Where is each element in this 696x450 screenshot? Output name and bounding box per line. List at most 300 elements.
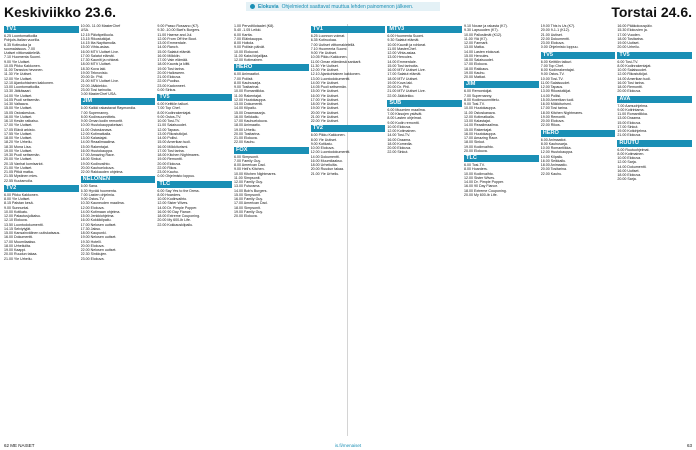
program-entry: 12.00 Huutokauppa. [234,97,267,102]
program-entry: 16.00 MTV Uutiset Live. [80,49,120,54]
program-entry: 21.00 Elokuva. [617,133,642,138]
program-entry: 20.00 Tositarina. [234,131,261,136]
program-entry: 6.00 Say Yes to the Dress. [157,188,200,193]
program-entry: 12.00 Sarja. [617,160,637,165]
program-entry: 10.30 Kauneuden maailma. [80,201,125,206]
program-entry: 7.00 Kissojen ystävät. [387,112,423,116]
program-entry: 8.00 Kauhusarja. [540,141,568,146]
program-entry: 20.00 Halloween. [157,70,186,75]
program-entry: 15.00 Rakentajat. [464,127,493,132]
program-entry: 21.00 Elokuva. [234,136,258,140]
program-entry: 20.00 Yle Uutiset. [4,157,33,162]
program-entry: 15.05 Ostoskeskus. [4,110,36,115]
program-entry: 11.00 Simpsonit. [234,175,261,180]
program-entry: 12.00 Family Guy. [234,180,263,184]
program-entry: 18.00 Kitchen Nightmares. [540,110,584,115]
program-entry: 20.00 My 600-lb Life. [157,218,191,223]
program-entry: 19.00 This is Us (K7). [540,24,576,28]
channel-header: SUB [387,100,462,107]
program-entry: 18.00 Urheiluilta. [310,163,338,167]
program-entry: 16.00 Family Guy. [234,197,263,201]
program-entry: 7.00 Family Guy. [234,158,261,163]
program-entry: 13.00 Matka. [464,45,485,50]
channel-header: HERO [234,64,309,71]
program-entry: 9.00 Ostos-TV. [157,114,182,119]
program-entry: 9.00 Kotirintama. [617,107,645,112]
program-entry: 11.00 MasterChef. [387,46,417,51]
program-entry: 0.00 Ohjelmisto loppuu. [157,174,196,179]
program-entry: 16.00 Mökkiturismi. [157,144,189,149]
listing-column [311,24,386,434]
program-entry: 16.00 Kokkikilpailu. [80,218,112,223]
program-entry: 18.00 Sinkut. [80,157,102,162]
program-entry: 12.00 From Off the Boot. [157,36,197,41]
program-entry: 9.00 Poliisin päivät. [234,45,265,50]
program-entry: 16.00 90 Day Fiance. [157,209,192,214]
program-entry: 22.00 Jääkiekko. [80,83,108,88]
program-entry: 16.00 MTV Uutiset Live. [387,68,426,72]
program-entry: 10.00 Kitchen Nightmares. [234,171,277,176]
program-entry: 6.25 Luontomatkoilla [4,34,38,38]
listing-column [387,24,462,434]
program-entry: 10.00 Elokuvat. [234,49,259,54]
program-entry: 16.00 Seikkailu. [234,114,260,119]
program-entry: 14.00 Ranch. [157,45,179,50]
program-entry: 16.00 Dokumentti. [4,235,34,240]
program-entry: 7.00 Top Chef. [540,63,565,68]
notice-pill [246,2,440,11]
program-entry: 10.00 Kodinvaihto. [464,171,494,176]
channel-header: TV1 [311,26,386,33]
program-entry: 6.25 Luonnon voimat. [310,34,346,38]
program-entry: 19.00 Yle Uutiset. [310,106,339,111]
program-entry: 15.00 Draamasarja. [234,110,266,115]
program-entry: 12.00 Sister Wives. [157,201,189,206]
program-entry: 20.00 Elokuva. [617,89,642,94]
program-entry: 8.00 Hoitola. [234,41,255,45]
program-entry: 21.00 MTV Uutiset Live. [387,89,426,94]
program-entry: 12.00 Huutokauppa. [540,150,574,155]
program-entry: 9.00 Sunnuntai. [4,205,30,210]
program-entry: 17.00 Yle Uutiset. [310,97,339,102]
program-entry: 13.30 Jätkäsaari. [4,89,32,94]
channel-header: JIM [81,98,156,105]
program-entry: 17.00 Elokuva. [464,62,488,67]
program-entry: 19.00 Kodinvaihto. [80,161,111,166]
program-entry: 14.00 Poliisi. [157,136,178,140]
program-entry: 14.15 Ilta Nayttamolla. [80,41,117,45]
program-entry: 18.00 Animaatio. [234,123,261,128]
program-entry: 19.00 Nelosen uutiset. [80,235,117,240]
program-entry: 16.00 Uutiset. [617,168,640,173]
program-entry: 19.00 Teknovisio. [80,70,109,75]
program-entry: 17.00 Nelosen uutiset. [80,222,117,227]
program-entry: 15.00 Amerikan tuoli. [157,140,191,145]
program-entry: 15.00 Rakentajat. [80,144,109,149]
program-entry: 22.00 Yle Uutiset. [310,119,339,123]
program-entry: 6.00 Ruutuohjelmat. [617,147,650,152]
program-entry: 22.00 Sinkut. [387,150,409,155]
program-entry: 14.00 Yle Uutiset. [4,93,33,98]
program-entry: 10.00 Huutokauppakeisari. [80,123,124,128]
program-entry: 19.00 Kotiohjelma. [617,129,648,133]
program-entry: 23.00 Elokuva. [540,41,565,45]
program-entry: 21.00 Uutiset. [540,32,563,37]
program-entry: 6.00 Animaatiot. [234,72,260,77]
program-entry: 9.00 Kotikatu. [310,141,333,146]
program-entry: 13.00 Draama. [617,116,642,121]
program-entry: 8.00 Lasten ohjelmat. [387,116,422,121]
program-entry: 20.00 Elokuva. [157,161,182,166]
program-entry: 13.00 Futurama. [234,184,261,189]
program-entry: 12.00 Kotimainen. [234,58,263,62]
program-entry: 18.00 Extreme Couponing. [464,188,507,193]
program-entry: 8.00 Hoarders. [464,167,488,172]
program-entry: 12.00 Rikostutkijat. [617,72,648,77]
channel-header: HERO [541,130,616,137]
program-entry: 9.00 Tositarinat. [234,85,260,89]
program-entry: 9.30 Lapsuuden (K7). [464,28,499,33]
program-entry: 16.00 Tosi tarina. [617,80,645,85]
program-entry: 12.00 Kotimatkalla. [80,131,112,136]
program-entry: 18.30 Kova laki. [80,66,107,71]
program-entry: 10.00 Romantiikka. [540,146,572,150]
program-entry: 9.00 Yle Uutiset. [310,51,337,55]
program-entry: 20.00 Sarja. [617,177,637,182]
program-entry: 17.00 Tosi tarina. [157,148,185,153]
program-entry: 17.05 Elävä arkisto. [4,127,36,132]
program-entry: 19.00 Kodinvaihto. [464,144,494,149]
program-entry: 13.00 Hercules. [387,55,413,60]
program-entry: 10.05 Pikku Kakkonen. [4,63,41,68]
program-entry: 13.15 Rikostutkijat. [80,36,112,41]
program-entry: 7.00 Aamuohjelma. [617,103,649,108]
program-entry: 9.10 Nouse ja rakasta (K7). [464,24,508,28]
listing-column [464,24,539,434]
program-entry: Uutiset viittomakielellä. [4,51,41,55]
program-entry: 11.30 Yle Uutiset. [310,63,339,68]
program-entry: 9.30 -10.00 Bart's Burgers. [157,28,201,33]
listing-column [617,24,692,434]
program-entry: 11.00 Oman elämänsä sankarit. [310,59,362,64]
program-entry: 15.00 Simpsonit. [234,192,261,197]
program-entry: 8.00 Kotimainen. [617,151,645,156]
channel-header: TLC [157,181,232,188]
notice-text: Ohjelmiedot saattavat muuttua lehden painomenon jälkeen. [281,3,414,10]
program-entry: 6.00 Animaatiot. [540,137,567,142]
program-entry: 8.15 Palstan kesä. [4,201,34,206]
footer-url[interactable]: is.fi/menaiset [334,443,362,448]
program-entry: 20.00 Yle Uutiset. [310,110,339,115]
program-entry: 11.00 Kaksi kirjailijaa. [234,53,269,58]
program-entry: 19.00 Family Guy. [234,209,263,214]
program-entry: 6.35 Kotiruokaa. [310,38,337,43]
program-entry: 12.10 Ajankohtainen kakkonen. [310,72,361,77]
channel-header: MTV3 [387,26,462,33]
program-entry: 18.00 Kitchen Nightmares. [157,153,200,157]
program-entry: 17.00 Salatut elämät. [387,72,422,77]
right-day-title: Torstai 24.6. [611,4,692,20]
program-entry: 21.00 Elokuva. [157,75,182,79]
program-entry: 20.00 Dr. Phil. [80,75,104,79]
program-entry: 6.00 Keittiön taikuri. [157,102,189,106]
program-entry: 5.40 -1.05 Leikki. [234,28,262,33]
program-entry: 14.05 Puoli seitsemän. [310,85,348,89]
listing-column [157,24,232,434]
program-entry: 12.10 Ajankohtainen kakkonen. [4,80,54,85]
program-entry: 6.00 Sana. [80,184,99,189]
program-entry: 6.00 Keittiön taikuri. [540,59,573,64]
program-entry: 12.00 Sister Wives. [464,175,495,180]
program-entry: 17.30 Jakso. [80,226,102,231]
program-entry: 11.00 Salaisuudet. [157,123,187,128]
program-entry: 12.00 Farmarit. [464,41,489,45]
program-entry: 6.00 Muumien maailma. [387,107,426,112]
program-entry: 19.00 Kauhu. [464,70,486,75]
program-entry: 12.00 Kotimatkalla. [464,114,495,119]
program-entry: 15.00 Vihta-asiaa. [80,45,110,50]
program-entry: 20.00 9-1-1 (K12). [540,28,570,33]
program-entry: 20.00 Dr. Phil. [387,85,410,89]
program-entry: 13.00 Luontomatkoilla. [4,85,41,89]
program-entry: 14.30 Valtaava. [4,102,29,106]
program-entry: 0.00 Ohjelmisto loppuu. [540,45,579,50]
program-entry: 13.00 Luontodokumentti. [310,76,351,81]
program-entry: 17.00 Salatut elämät. [80,53,115,58]
program-entry: 6.00 Pikku Kakkonen. [4,192,39,197]
program-entry: 11.00 Rakentajat. [234,93,262,98]
program-entry: 22.00 Rikos. [540,123,561,128]
program-entry: 9.30 Salatut elämät. [387,38,420,43]
program-entry: 14.00 Dokumentti. [310,154,340,159]
program-entry: 0.00 MasterChef USA. [80,92,117,96]
program-entry: 8.00 Kodinsuunnittelu. [464,97,500,102]
program-entry: 11.00 Salaisuudet. [540,80,571,85]
program-entry: 18.30 Mona Lisa. [4,144,32,149]
program-entry: 12.00 Luontodokumentti. [310,150,351,155]
program-entry: 21.00 Yle Urheilu. [4,256,33,261]
program-entry: 13.50 Luontodokumentti. [4,222,44,227]
program-entry: 21.00 Yle Uutiset. [4,165,33,170]
program-entry: 12.00 Tapaus. [157,127,180,132]
program-entry: 15.00 Hercules. [464,53,490,58]
program-entry: 17.00 Vuoden. [617,32,641,37]
channel-header: NELONEN [81,176,156,183]
program-entry: 19.00 Kova laki. [387,80,413,85]
program-entry: 17.00 Sinkut. [617,124,639,129]
program-entry: 7.00 Poliisit. [234,76,254,81]
program-entry: 12.00 Elokuva. [80,205,105,210]
program-entry: 18.00 Extreme Couponing. [157,214,201,218]
program-entry: 9.00 Oman kodin remontit. [80,119,124,123]
program-entry: 16.00 Huutokauppa. [80,148,114,153]
program-entry: 9.00 Yle Uutiset. [4,59,31,64]
program-entry: 8.00 Kodinrakentajat. [157,110,192,115]
program-entry: 14.00 Reaalimaailma. [464,123,499,128]
program-entry: suomalaisuus. 7.00 [4,46,35,51]
program-entry: 14.15 Selviytyjät. [4,226,32,231]
program-entry: 17.00 American Dad. [234,201,268,206]
program-entry: 15.00 Elokuva. [617,120,642,125]
program-entry: 7.00 Eläinkauppa. [234,36,263,41]
program-entry: 12.00 Vihta-asiaa. [387,51,417,55]
program-entry: 1.00 Pervoltilotaalet (K8). [234,24,275,28]
program-entry: 10.00 Tosi-TV. [540,76,564,81]
program-entry: 7.10 Huomenta Suomi. [310,46,348,51]
program-entry: 17.00 Amazing Race. [464,136,499,140]
program-entry: 20.00 Elokuva. [80,243,105,248]
program-entry: 22.00 Rikos. [157,165,178,170]
program-entry: 13.00 Rikostutkijat. [540,89,572,94]
program-entry: 12.00 Tapaus. [540,85,564,89]
program-entry: 6.00 Huomenta Suomi. [387,34,425,38]
program-entry: 20.00 Ruudun takaa. [4,252,38,257]
program-entry: 22.00 Dokumentti. [540,36,570,41]
program-entry: 14.00 Emmerdale. [387,59,417,64]
program-entry: 20.00 Elokuva. [540,119,565,123]
program-entry: 8.00 Kodinsuunnittelu. [80,114,117,119]
program-entry: 12.00 Yle Uutiset. [310,68,339,72]
program-entry: 18.00 Tositarina. [617,36,644,41]
program-entry: 11.00 Ostoskanava. [464,110,496,115]
program-entry: 20.00 Elokuva. [464,148,488,153]
program-entry: 14.00 Reaalimaailma. [80,140,116,145]
program-entry: 14.00 Poliisi. [540,93,562,98]
program-entry: 17.00 Vain elämää. [157,58,189,62]
channel-header: JIM [464,81,539,88]
program-entry: 10.00 Elokuva. [310,146,335,150]
program-entry: 9.00 Hell's Kitchen. [234,167,265,172]
program-entry: 19.00 Urheilu. [234,127,257,132]
program-entry: 18.20 Yle Urheilu. [4,140,33,145]
program-entry: 22.00 Kauhu. [234,140,256,145]
program-entry: 7.10 Huomenta Suomi. [4,55,41,60]
program-entry: 14.00 Dokumentti. [617,164,647,169]
listing-column [81,24,156,434]
channel-header: AVA [617,96,692,103]
program-entry: 10.00 Elokuva. [387,124,412,129]
program-entry: 7.00 Uutiset viittomakielellä. [310,42,356,47]
program-entry: 18.00 Simpsonit. [234,205,261,210]
program-entry: 15.00 Salatut elämät. [157,49,192,54]
program-entry: 22.55 Kuutamolla. [4,178,33,183]
program-entry: 19.00 Uutiset. [617,41,640,45]
program-entry: 6.00 Tosi-TV. [464,163,485,167]
program-entry: 17.00 Muumilaakso. [4,239,37,244]
program-entry: 15.30 Elokuvien ja. [617,28,648,33]
program-entry: 16.00 Salaisuudet. [464,58,494,62]
program-entry: 16.00 Pääkokouspäiv. [617,24,653,28]
program-entry: 14.00 Kilpailu. [234,106,257,111]
program-entry: USA. [80,28,90,33]
program-entry: 18.00 Sinkut. [464,140,486,145]
program-entry: 17.00 Kauhuelokuva. [234,119,268,123]
program-entry: 12.00 Yle Uutiset. [4,76,33,81]
program-entry: 20.00 My 600-lb Life. [464,192,498,197]
program-entry: 13.00 Kalastajat. [80,136,108,140]
program-entry: 22.00 Kauhu. [540,171,563,176]
program-entry: Pohjois-Italian vuorilla. [4,38,40,43]
program-entry: 16.00 Huutokauppa. [464,131,497,136]
program-entry: 17.00 Yle Uutiset. [4,123,33,128]
program-entry: 10.00 Elokuva. [617,156,642,160]
channel-header: TLC [464,155,539,162]
program-entry: 18.00 Animaatio. [540,163,568,167]
program-entry: 7.00 Supernanny. [464,93,493,98]
program-entry: 16.00 Mökkiturismi. [540,102,572,106]
program-entry: 16.00 Muumilaakso. [310,158,343,163]
program-entry: 15.00 Tosi tarinoita. [387,63,419,68]
program-entry: 19.00 Tosi tarina. [157,66,185,71]
program-entry: 16.00 Seikkailu. [540,158,567,163]
program-entry: 10.00- 11.00 MasterChef [80,24,121,28]
program-entry: 17.55 Yle Uutiset. [4,131,33,136]
program-entry: 21.00 MTV Uutiset Live. [80,79,120,84]
program-entry: 22.00 Nelosen uutiset. [80,248,117,252]
program-entry: 23.00 Kadonneet. [157,83,186,88]
program-entry: 14.00 Dr. Pimple Popper. [464,180,504,184]
page-header [0,0,696,26]
program-entry: 19.00 Remontti. [540,114,567,119]
program-entry: 13.00 Kalastajat. [464,119,491,123]
program-entry: 13.00 Emmerdale. [157,41,187,45]
program-entry: 17.00 Amazing Race. [80,153,115,157]
program-entry: 11.30 Yle Uutiset. [4,72,33,77]
program-entry: 15.00 Jenkkiohjelma. [80,214,115,218]
program-entry: 10.05 Pikku Kakkonen. [310,55,348,60]
program-entry: 9.00 Tosi-TV. [464,102,485,106]
program-entry: 18.00 Remontti. [617,85,643,89]
program-entry: 19.00 Yle Uutiset. [4,148,33,153]
program-entry: 18.00 Yle Uutiset. [4,136,33,140]
tv-listing-spread [4,24,692,434]
program-entry: 9.00 Passo Rossano (K7). [157,24,200,28]
program-entry: 8.00 Kodinrakentajat. [617,63,652,68]
program-entry: 18.00 MTV Uutiset. [80,62,112,67]
page-footer [4,438,692,448]
program-entry: 11.00 Romantiikka. [617,112,648,116]
program-entry: 6.30 Hyvää huomenta. [80,188,117,193]
program-entry: 12.00 Palautusjulkaisu. [4,214,41,218]
program-entry: 10.00 Salaisuudet. [617,68,648,72]
program-entry: 16.00 90 Day Fiance. [464,184,499,189]
program-entry: 7.00 Lasten ohjelmia. [80,192,115,197]
listing-column [541,24,616,434]
notice-label: Elokuvia [258,3,279,10]
channel-header: TV5 [157,94,232,101]
program-entry: 20.00 Elokuva. [387,146,412,150]
program-entry: 8.00 Hoarders. [157,192,182,197]
channel-header: TV2 [4,185,79,192]
program-entry: 21.00 Yle Uutiset. [310,114,339,119]
program-entry: 14.00 Amerikan tuoli. [617,76,651,81]
program-entry: 11.00 Haerse and Jul. [157,32,193,37]
program-entry: 9.00 Ostos-TV. [80,197,105,201]
footer-right-page-number: 63 [686,443,692,448]
program-entry: 22.00 Puoliso. [157,79,181,84]
program-entry: 20.00 Elokuva. [234,214,258,218]
program-entry: 6.00 Kartta. [234,32,253,37]
program-entry: 8.00 American Dad. [234,163,266,167]
program-entry: 14.00 Kilpailu. [540,154,564,159]
program-entry: 13.00 Rikostutkijat. [157,131,188,136]
program-entry: 16.00 Yle Uutiset. [4,114,33,119]
program-entry: 10.00 Kauniit ja rohkeat. [387,42,427,47]
channel-header: TV1 [4,26,79,33]
program-entry: 17.00 Tosi tarina. [540,106,569,111]
channel-header: TV5 [541,52,616,59]
program-entry: 13.00 Dokumentti. [234,102,264,106]
